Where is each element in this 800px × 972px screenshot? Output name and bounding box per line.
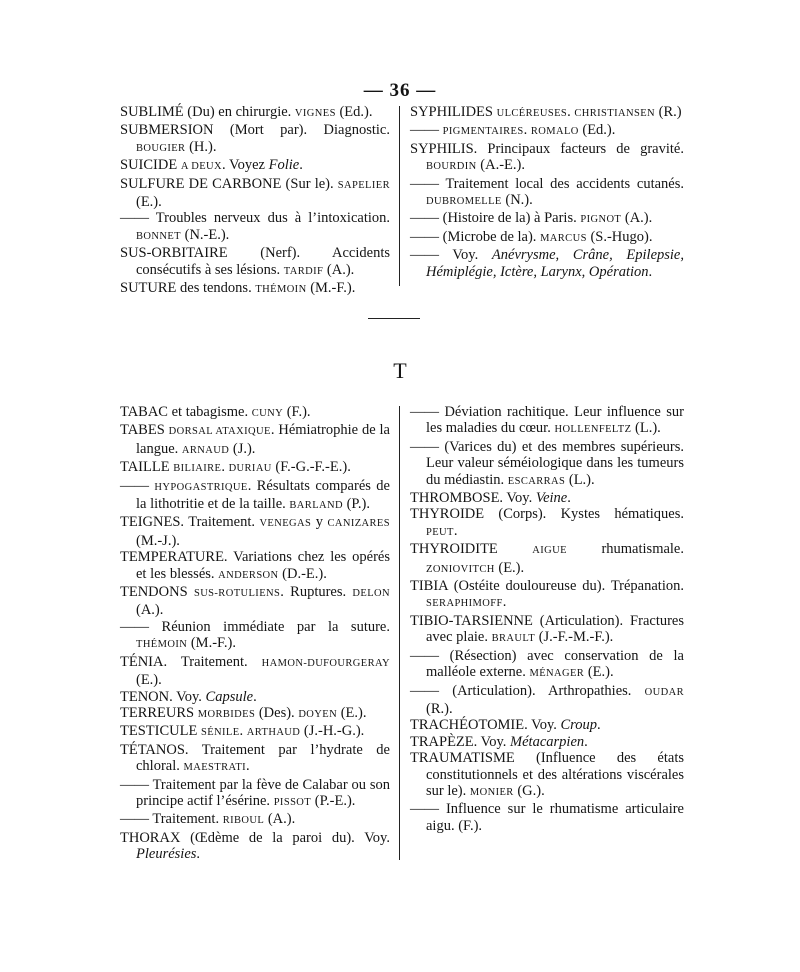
entry-author: BONNET [136, 230, 181, 242]
index-entry [410, 104, 684, 122]
entry-text: SUTURE des tendons. [120, 280, 256, 297]
entry-author: BARLAND [289, 500, 343, 512]
index-entry [120, 705, 390, 723]
entry-crossref: Métacarpien [510, 733, 585, 750]
entry-author: PISSOT [273, 796, 312, 808]
index-entry [120, 478, 390, 515]
entry-author: DUBROMELLE [426, 196, 502, 208]
entry-text: —— (Microbe de la). [410, 228, 541, 245]
index-entry [410, 176, 684, 211]
entry-text: . [597, 717, 601, 734]
entry-text: THYROIDITE [410, 541, 533, 558]
index-entry [120, 777, 390, 812]
entry-text: TENON. Voy. [120, 688, 206, 705]
index-entry [410, 683, 684, 718]
index-entry [120, 689, 390, 705]
entry-author: TARDIF [283, 265, 324, 277]
index-entry [410, 750, 684, 801]
entry-text: SYPHILIS. Principaux facteurs de gravité. [410, 140, 684, 157]
index-entry [120, 619, 390, 654]
entry-text: TÉTANOS. Traitement par l’hydrate de chloral. [120, 741, 390, 775]
entry-text: TRAPÈZE. Voy. [410, 733, 511, 750]
entry-text: (A.). [136, 602, 164, 619]
entry-text: (E.). [494, 559, 525, 576]
entry-text: . Résultats comparés de la lithotritie et de la taille. [136, 477, 390, 513]
index-entry [410, 734, 684, 750]
entry-text: SUBMERSION (Mort par). Diagnostic. [120, 122, 390, 139]
entry-text: THYROIDE (Corps). Kystes hématiques. [410, 506, 684, 523]
section-letter: T [393, 358, 407, 383]
entry-text: (F.-G.-F.-E.). [271, 459, 351, 476]
entry-text: (Ed.). [335, 104, 373, 120]
entry-text: (Des). [255, 704, 299, 721]
entry-author: HAMON-DUFOURGERAY [261, 657, 390, 669]
entry-text: (E.). [337, 704, 367, 721]
index-entry [120, 404, 390, 422]
entry-author: PIGNOT [580, 214, 622, 226]
entry-text: —— Déviation rachitique. Leur influence sur les maladies du cœur. [410, 404, 684, 437]
entry-text: TIBIA (Ostéite douloureuse du). Trépanation. [410, 578, 684, 595]
entry-author: ZONIOVITCH [426, 563, 495, 575]
entry-text: . Ruptures. [280, 584, 353, 601]
entry-text: (P.). [342, 496, 370, 513]
entry-author: ROMALO [530, 126, 579, 138]
index-entry [120, 210, 390, 245]
entry-text: (J.-H.-G.). [300, 723, 365, 740]
entry-author: BOURDIN [426, 161, 477, 173]
entry-text: SUS-ORBITAIRE (Nerf). Accidents consécutifs à ses lésions. [120, 245, 390, 278]
entry-text: (D.-E.). [278, 565, 327, 582]
index-entry [120, 723, 390, 741]
entry-text: TRACHÉOTOMIE. Voy. [410, 717, 561, 734]
entry-text: —— Voy. [410, 247, 492, 264]
entry-text: (F.). [283, 404, 311, 420]
entry-author: MÉNAGER [529, 668, 585, 680]
entry-author: BRAULT [491, 633, 536, 645]
entry-crossref: Pleurésies [136, 846, 197, 863]
entry-crossref: Anévrysme, Crâne, Epilepsie, Hémiplégie, Ictère, Larynx, Opération [426, 247, 684, 280]
index-entry [410, 541, 684, 578]
bottom-right-column [410, 404, 684, 834]
entry-text: TABES [120, 422, 169, 439]
entry-text: (A.). [621, 210, 653, 227]
entry-author: ARNAUD [181, 444, 230, 456]
entry-author: HOLLENFELTZ [554, 424, 632, 436]
entry-text: . Voyez [222, 157, 269, 174]
entry-text: . [196, 846, 201, 863]
entry-text: (H.). [185, 138, 217, 155]
entry-text: (M.-F.). [306, 280, 356, 297]
entry-text: —— Réunion immédiate par la suture. [120, 618, 390, 635]
entry-text: —— Traitement. [120, 811, 223, 828]
entry-author: SÉNILE [200, 727, 240, 739]
entry-text: y [311, 514, 328, 531]
entry-text: TESTICULE [120, 723, 201, 740]
entry-text: . [239, 723, 247, 740]
entry-text: . Hémiatrophie de la langue. [136, 422, 390, 457]
entry-text: SYPHILIDES [410, 104, 497, 120]
entry-author: PIGMENTAIRES [442, 126, 524, 138]
entry-text: —— Traitement par la fève de Calabar ou son principe actif l’ésérine. [120, 776, 390, 809]
entry-text: (E.). [136, 194, 162, 211]
index-entry [120, 654, 390, 689]
entry-author: DOYEN [298, 708, 338, 720]
entry-author: ULCÉREUSES [496, 108, 568, 119]
entry-text: . [523, 122, 531, 139]
entry-text: . [567, 104, 575, 120]
index-entry [120, 104, 390, 122]
entry-text: TERREURS [120, 704, 198, 721]
entry-text: (N.). [501, 192, 533, 209]
entry-author: BOUGIER [136, 142, 186, 154]
entry-text: —— (Articulation). Arthropathies. [410, 682, 645, 699]
page-number: — 36 — [363, 80, 437, 101]
section-rule [368, 318, 420, 319]
entry-text: —— Troubles nerveux dus à l’intoxication. [120, 210, 390, 227]
entry-author: SUS-ROTULIENS [193, 588, 281, 600]
entry-text: TENDONS [120, 584, 194, 601]
entry-author: ARTHAUD [246, 727, 301, 739]
entry-author: OUDAR [644, 686, 684, 698]
entry-text: (J.-F.-M.-F.). [535, 629, 614, 646]
index-entry [120, 514, 390, 549]
index-entry [120, 459, 390, 477]
entry-author: VIGNES [294, 108, 336, 119]
index-entry [410, 490, 684, 506]
entry-text: (L.). [565, 471, 595, 488]
column-divider-top [399, 106, 400, 286]
index-entry [410, 801, 684, 834]
entry-text: . [648, 263, 653, 280]
entry-text: (A.-E.). [476, 157, 525, 174]
entry-text: (J.). [229, 440, 256, 457]
entry-author: AIGUE [532, 545, 567, 557]
index-entry [410, 247, 684, 280]
entry-crossref: Veine [535, 490, 568, 507]
entry-text: THROMBOSE. Voy. [410, 490, 536, 507]
entry-text: THORAX (Œdème de la paroi du). Voy. [120, 829, 390, 846]
entry-text: (L.). [631, 420, 661, 437]
entry-author: MONIER [469, 786, 514, 798]
entry-text: —— [120, 477, 155, 494]
entry-text: (Ed.). [578, 122, 616, 139]
index-entry [410, 648, 684, 683]
entry-text: (E.). [136, 672, 162, 689]
entry-author: MORBIDES [197, 708, 256, 720]
entry-author: BILIAIRE [173, 463, 222, 475]
entry-text: . [567, 490, 571, 507]
entry-author: RIBOUL [222, 815, 265, 827]
entry-text: —— (Résection) avec conservation de la malléole externe. [410, 647, 684, 681]
entry-text: . [253, 688, 257, 705]
index-entry [410, 578, 684, 613]
entry-text: —— (Varices du) et des membres supérieurs. Leur valeur séméiologique dans les tumeurs du médiastin. [410, 438, 684, 488]
index-entry [120, 584, 390, 619]
index-entry [120, 422, 390, 459]
entry-text: (M.-F.). [187, 635, 237, 652]
entry-text: TAILLE [120, 459, 174, 476]
index-entry [120, 811, 390, 829]
entry-text: rhumatismale. [566, 541, 684, 558]
entry-author: SERAPHIMOFF [426, 598, 503, 610]
index-entry [120, 742, 390, 777]
entry-text: . [502, 594, 507, 611]
entry-crossref: Folie [268, 157, 300, 174]
entry-text: SUBLIMÉ (Du) en chirurgie. [120, 104, 295, 120]
entry-text: . [246, 758, 250, 775]
index-entry [120, 157, 390, 175]
entry-author: MAESTRATI [183, 762, 247, 774]
entry-author: THÉMOIN [255, 284, 307, 296]
index-entry [410, 717, 684, 733]
entry-text: SUICIDE [120, 157, 181, 174]
index-entry [410, 613, 684, 648]
entry-text: SULFURE DE CARBONE (Sur le). [120, 175, 338, 192]
entry-text: (G.). [513, 782, 545, 799]
entry-crossref: Capsule [205, 688, 254, 705]
index-entry [120, 122, 390, 157]
entry-text: (M.-J.). [136, 532, 180, 549]
entry-text: (P.-E.). [311, 792, 356, 809]
entry-text: (R.) [655, 104, 682, 120]
index-entry [410, 439, 684, 490]
entry-author: THÉMOIN [136, 639, 188, 651]
entry-text: . [453, 522, 458, 539]
entry-text: —— (Histoire de la) à Paris. [410, 210, 581, 227]
entry-text: (S.-Hugo). [586, 228, 653, 245]
entry-author: DELON [352, 588, 390, 600]
index-entry [120, 549, 390, 584]
entry-text: (R.). [426, 700, 453, 717]
entry-text: —— [410, 122, 443, 139]
entry-text: . [299, 157, 303, 174]
entry-author: ESCARRAS [507, 475, 566, 487]
index-entry [120, 280, 390, 298]
entry-author: A DEUX [180, 161, 223, 173]
index-entry [410, 141, 684, 176]
bottom-left-column [120, 404, 390, 863]
entry-author: HYPOGASTRIQUE [154, 481, 248, 493]
entry-text: —— Traitement local des accidents cutanés. [410, 175, 684, 192]
entry-text: TIBIO-TARSIENNE (Articulation). Fractures avec plaie. [410, 612, 684, 646]
entry-text: (A.). [323, 261, 355, 278]
index-entry [410, 506, 684, 541]
entry-author: DURIAU [228, 463, 272, 475]
index-entry [120, 245, 390, 280]
index-entry [410, 210, 684, 228]
entry-crossref: Croup [560, 717, 598, 734]
entry-text: TRAUMATISME (Influence des états constitutionnels et des altérations viscérales sur le). [410, 750, 684, 799]
entry-author: SAPELIER [337, 179, 390, 191]
index-entry [410, 404, 684, 439]
entry-author: PEUT [426, 526, 454, 538]
entry-text: . [584, 733, 588, 750]
index-entry [410, 229, 684, 247]
entry-text: (A.). [264, 811, 296, 828]
entry-text: TEIGNES. Traitement. [120, 514, 260, 531]
entry-author: ANDERSON [218, 569, 279, 581]
entry-text: TABAC et tabagisme. [120, 404, 252, 420]
index-entry [120, 830, 390, 863]
top-right-column [410, 104, 684, 280]
entry-author: CHRISTIANSEN [574, 108, 656, 119]
entry-author: CANIZARES [327, 518, 390, 530]
entry-author: VENEGAS [259, 518, 312, 530]
entry-text: (E.). [584, 664, 614, 681]
index-entry [410, 122, 684, 140]
entry-author: CUNY [251, 408, 284, 419]
entry-text: TÉNIA. Traitement. [120, 653, 262, 670]
entry-text: TEMPERATURE. Variations chez les opérés et les blessés. [120, 549, 390, 582]
entry-text: (N.-E.). [180, 226, 230, 243]
entry-author: DORSAL ATAXIQUE [168, 426, 271, 438]
top-left-column [120, 104, 390, 298]
entry-author: MARCUS [540, 232, 587, 244]
entry-text: —— Influence sur le rhumatisme articulaire aigu. (F.). [410, 801, 684, 834]
column-divider-bottom [399, 406, 400, 860]
entry-text: . [221, 459, 229, 476]
index-entry [120, 176, 390, 211]
